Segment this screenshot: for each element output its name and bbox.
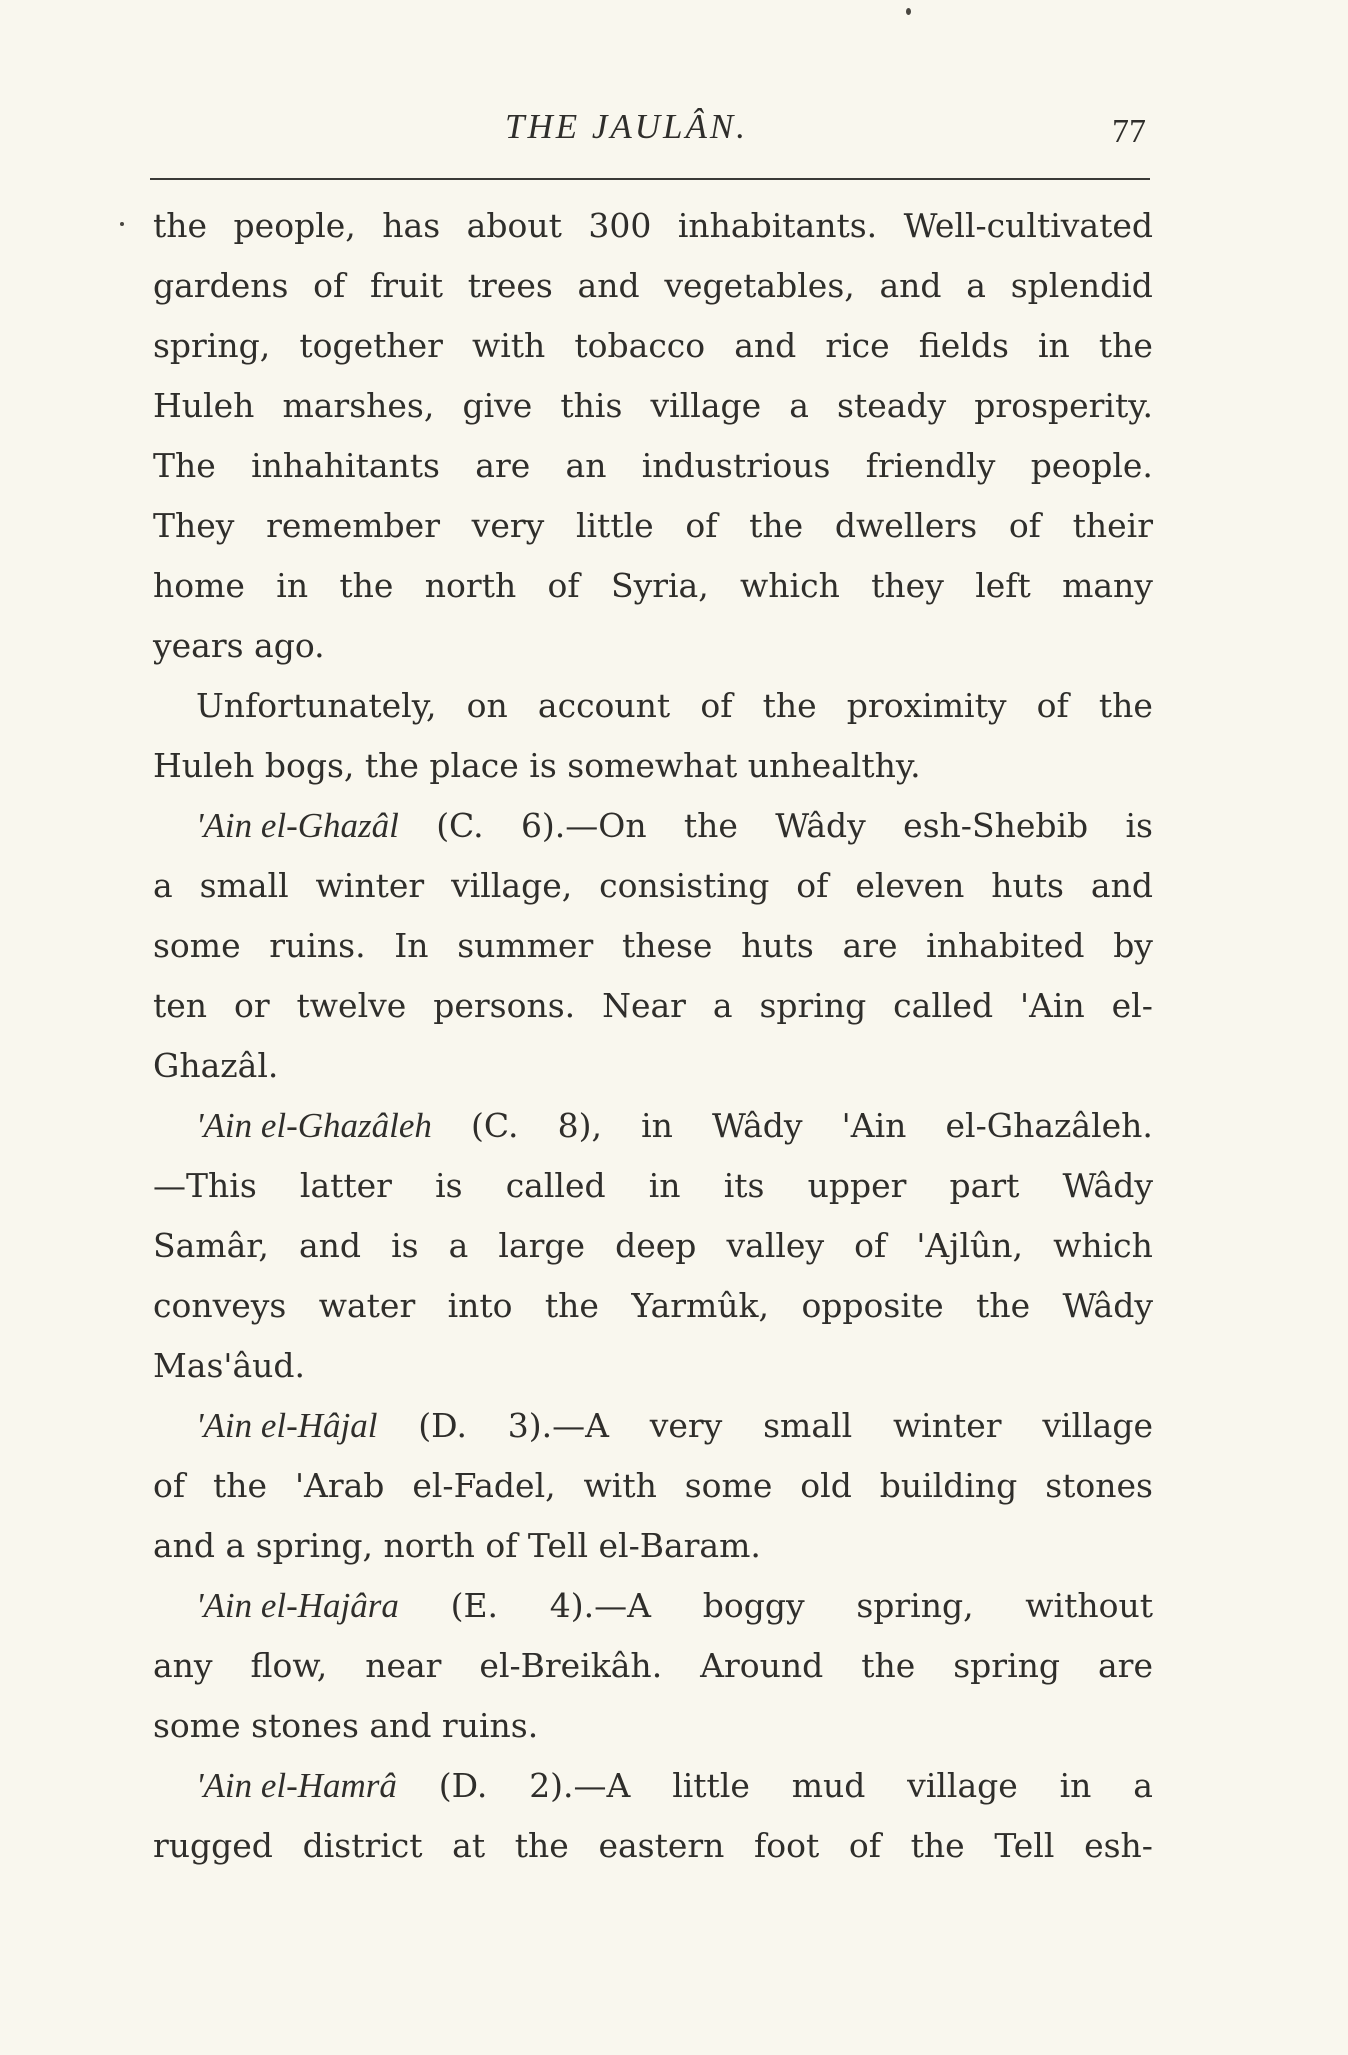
word: conveys [153,1286,287,1325]
word: many [1062,566,1153,605]
text-line [153,496,1153,556]
word: very [649,1406,723,1445]
text-line [153,376,1153,436]
word: home [153,566,245,605]
word: the [976,1286,1031,1325]
word: the [1098,326,1153,365]
text-line [153,796,1153,856]
word: el- [1111,986,1153,1025]
word: vegetables, [664,266,855,305]
word: with [472,326,546,365]
word: of [796,866,829,905]
word: left [975,566,1031,605]
word: called [893,986,994,1025]
word: Yarmûk, [631,1286,770,1325]
word: eleven [855,866,965,905]
word: tobacco [574,326,706,365]
word: spring, [856,1586,974,1625]
text-line [153,436,1153,496]
word: Samâr, [153,1226,269,1265]
word: with [583,1466,657,1505]
word: summer [457,926,594,965]
place-name: 'Ain el-Ghazâl [196,806,399,845]
word: —This [153,1166,257,1205]
word: el-Breikâh. [479,1646,663,1685]
word: the [861,1646,916,1685]
word: on [466,686,508,725]
word: the [514,1826,569,1865]
word: 'Ain [841,1106,907,1145]
word: boggy [702,1586,805,1625]
word: village [907,1766,1018,1805]
place-name: 'Ain el-Ghazâleh [196,1106,432,1145]
word: of [313,266,346,305]
word: inhabited [926,926,1085,965]
word: eastern [598,1826,725,1865]
line-text: some stones and ruins. [153,1706,539,1745]
text-line [153,1696,1153,1756]
word: district [302,1826,423,1865]
word: is [1125,806,1153,845]
word: 300 [588,206,652,245]
word: some [153,926,241,965]
word: remember [266,506,440,545]
word: esh- [1084,1826,1153,1865]
word: a [789,386,809,425]
word: spring, [153,326,271,365]
word: steady [837,386,947,425]
text-line [153,976,1153,1036]
paper-speck [120,222,124,226]
word: foot [754,1826,820,1865]
word: into [447,1286,513,1325]
word: of [1036,686,1069,725]
word: (D. [418,1406,467,1445]
word: prosperity. [974,386,1153,425]
text-line [153,316,1153,376]
word: of [685,506,718,545]
word: ten [153,986,208,1025]
word: in [1059,1766,1092,1805]
line-text: years ago. [153,626,325,665]
line-text: and a spring, north of Tell el-Baram. [153,1526,761,1565]
word: Wâdy [712,1106,803,1145]
word: friendly [865,446,996,485]
word: people, [233,206,356,245]
word: fruit [369,266,444,305]
word: Wâdy [775,806,866,845]
word: 'Ajlûn, [916,1226,1024,1265]
word: and [577,266,640,305]
word: by [1113,926,1153,965]
word: some [684,1466,773,1505]
word: huts [741,926,814,965]
line-text: Huleh bogs, the place is somewhat unhealthy. [153,746,921,785]
word: dwellers [834,506,978,545]
word: and [879,266,942,305]
word: account [537,686,671,725]
word: Wâdy [1062,1166,1153,1205]
word: a [1133,1766,1153,1805]
word: give [462,386,533,425]
word: village [1042,1406,1153,1445]
word: north [424,566,517,605]
word: a [966,266,986,305]
word: They [153,506,235,545]
word: (C. [471,1106,519,1145]
word: esh-Shebib [903,806,1089,845]
place-name: 'Ain el-Hâjal [196,1406,378,1445]
word: fields [918,326,1009,365]
text-line [153,676,1153,736]
word: is [435,1166,463,1205]
word: winter [892,1406,1002,1445]
word: are [475,446,531,485]
word: village [650,386,762,425]
text-line [153,1636,1153,1696]
word: The [153,446,216,485]
word: 4).—A [549,1586,651,1625]
header-rule [150,178,1150,180]
word: marshes, [282,386,435,425]
word: inhahitants [251,446,440,485]
word: little [575,506,654,545]
word: in [276,566,309,605]
text-line [153,1816,1153,1876]
word: an [565,446,607,485]
word: village, [451,866,573,905]
word: valley [726,1226,825,1265]
word: 2).—A [529,1766,631,1805]
word: of [848,1826,881,1865]
word: has [382,206,441,245]
word: in [641,1106,673,1145]
word: building [879,1466,1018,1505]
word: the [213,1466,268,1505]
word: and [1090,866,1153,905]
text-line [153,736,1153,796]
word: the [339,566,394,605]
word: are [1098,1646,1153,1685]
text-line [153,1156,1153,1216]
word: its [723,1166,765,1205]
word: called [505,1166,606,1205]
word: part [949,1166,1020,1205]
word: of [547,566,580,605]
text-line [153,1036,1153,1096]
word: splendid [1010,266,1153,305]
word: a [448,1226,469,1265]
text-line [153,616,1153,676]
text-line [153,1756,1153,1816]
word: a [712,986,733,1025]
word: flow, [250,1646,328,1685]
word: very [471,506,545,545]
text-line [153,1576,1153,1636]
word: of [1008,506,1041,545]
word: the [910,1826,965,1865]
word: opposite [801,1286,944,1325]
word: of [153,1466,186,1505]
paper-speck [906,8,911,15]
word: about [466,206,562,245]
word: a [153,866,173,905]
word: the [1098,686,1153,725]
word: rice [825,326,890,365]
word: (E. [450,1586,499,1625]
text-line [153,256,1153,316]
word: industrious [641,446,831,485]
place-name: 'Ain el-Hamrâ [196,1766,397,1805]
word: small [199,866,289,905]
word: large [498,1226,586,1265]
body-text [153,196,1153,1876]
word: their [1072,506,1153,545]
word: ruins. [269,926,366,965]
word: Huleh [153,386,255,425]
word: the [544,1286,599,1325]
word: old [800,1466,852,1505]
word: this [560,386,623,425]
text-line [153,1456,1153,1516]
word: rugged [153,1826,273,1865]
word: of [700,686,733,725]
word: Unfortunately, [196,686,437,725]
word: which [740,566,840,605]
word: in [648,1166,681,1205]
text-line [153,556,1153,616]
page-number: 77 [1112,113,1146,150]
text-line [153,916,1153,976]
word: little [672,1766,750,1805]
text-line [153,1516,1153,1576]
word: 6).—On [520,806,647,845]
word: near [365,1646,442,1685]
text-line [153,1216,1153,1276]
text-line [153,1336,1153,1396]
word: latter [299,1166,392,1205]
word: the [762,686,817,725]
word: winter [315,866,425,905]
word: people. [1030,446,1153,485]
word: Well-cultivated [903,206,1153,245]
word: Tell [994,1826,1055,1865]
word: deep [615,1226,697,1265]
running-head: THE JAULÂN. [505,107,748,146]
word: In [394,926,429,965]
word: these [621,926,713,965]
text-line [153,1276,1153,1336]
word: in [1037,326,1070,365]
word: and [298,1226,362,1265]
word: water [318,1286,416,1325]
word: which [1053,1226,1153,1265]
word: Wâdy [1062,1286,1153,1325]
word: upper [807,1166,907,1205]
word: huts [991,866,1064,905]
word: stones [1045,1466,1153,1505]
word: at [452,1826,486,1865]
word: any [153,1646,213,1685]
word: Syria, [610,566,709,605]
line-text: Ghazâl. [153,1046,279,1085]
word: Around [700,1646,824,1685]
text-line [153,856,1153,916]
word: twelve [296,986,407,1025]
word: are [842,926,898,965]
word: 8), [557,1106,602,1145]
word: the [749,506,804,545]
word: Near [602,986,686,1025]
word: they [871,566,944,605]
line-text: Mas'âud. [153,1346,306,1385]
word: 'Arab [294,1466,385,1505]
word: proximity [846,686,1007,725]
word: and [734,326,797,365]
word: small [763,1406,853,1445]
page-header [150,95,1150,165]
word: (D. [438,1766,488,1805]
word: gardens [153,266,289,305]
word: (C. [436,806,484,845]
word: together [299,326,443,365]
word: without [1025,1586,1153,1625]
word: mud [791,1766,866,1805]
text-line [153,196,1153,256]
word: persons. [433,986,576,1025]
place-name: 'Ain el-Hajâra [196,1586,399,1625]
word: the [683,806,738,845]
text-line [153,1396,1153,1456]
word: spring [953,1646,1061,1685]
word: inhabitants. [677,206,878,245]
word: 3).—A [507,1406,609,1445]
text-line [153,1096,1153,1156]
word: the [153,206,208,245]
word: 'Ain [1020,986,1085,1025]
word: consisting [599,866,770,905]
word: spring [759,986,867,1025]
word: or [233,986,270,1025]
word: of [854,1226,887,1265]
word: el-Fadel, [412,1466,556,1505]
word: el-Ghazâleh. [945,1106,1153,1145]
word: trees [467,266,553,305]
word: is [391,1226,419,1265]
